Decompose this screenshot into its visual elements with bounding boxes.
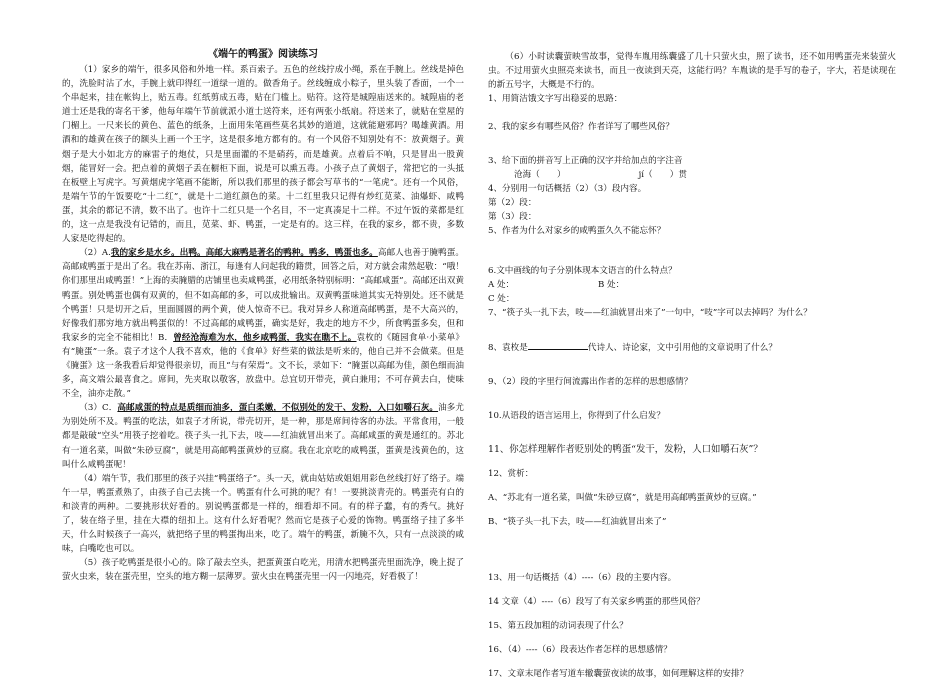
label-b: B． <box>158 332 174 343</box>
underlined-sentence-b: 曾经沧海难为水，他乡咸鸭蛋，我实在瞧不上。 <box>173 332 357 343</box>
question-3-items: 沧海（ ） jí（ ）贯 <box>514 170 687 181</box>
label-c: （3）C． <box>79 403 118 414</box>
fill-blank[interactable] <box>528 340 588 350</box>
question-12-a: A、“苏北有一道名菜，叫做“朱砂豆腐”，就是用高邮鸭蛋黄炒的豆腐。” <box>488 493 757 504</box>
question-1: 1、用简洁饿文字写出稳妥的思路： <box>488 94 623 105</box>
question-11: 11、你怎样理解作者贬别处的鸭蛋“发干，发粉，人口如嚼石灰”？ <box>488 444 763 456</box>
paragraph-5: （5）孩子吃鸭蛋是很小心的。除了敲去空头，把蛋黄蛋白吃光，用清水把鸭蛋壳里面洗净，晚上捉了萤火虫来，装在蛋壳里，空头的地方糊一层薄罗。萤火虫在鸭蛋壳里一闪一闪地亮，好看极了！ <box>62 558 464 583</box>
question-6-ab <box>488 278 896 292</box>
question-9: 9、（2）段的字里行间流露出作者的怎样的思想感情？ <box>488 377 693 388</box>
paragraph-2-rest: 袁枚的《随园食单·小菜单》有“腌蛋”一条。袁子才这个人我不喜欢，他的《食单》好些菜的做法是听来的，他自己并不会做菜。但是《腌蛋》这一条我看后却觉得很亲切，而且“与有荣焉”。文不长，录如下：“腌蛋以高邮为佳，颜色细而油多，高文端公最喜食之。席间，先夹取以敬客，放盘中。总宜切开带壳，黄白兼用；不可存黄去白，使味不全，油亦走散。” <box>62 332 464 400</box>
question-8-end: 代诗人、诗论家，文中引用他的文章说明了什么？ <box>587 343 777 354</box>
question-2: 2、我的家乡有哪些风俗？作者详写了哪些风俗？ <box>488 122 674 133</box>
questions-column <box>488 50 896 681</box>
paragraph-2 <box>62 246 464 401</box>
answer-b: B 处： <box>598 280 625 291</box>
answer-c: C 处： <box>488 294 515 305</box>
paragraph-4: （4）端午节，我们那里的孩子兴挂“鸭蛋络子”。头一天，就由姑姑或姐姐用彩色丝线打好了络子。端午一早，鸭蛋煮熟了，由孩子自己去挑一个。鸭蛋有什么可挑的呢？有！一要挑淡青壳的。鸭蛋壳有白的和淡青的两种。二要挑形状好看的。别说鸭蛋都是一样的，细看却不同。有的样子蠢，有的秀气。挑好了，装在络子里，挂在大襟的纽扣上。这有什么好看呢？然而它是孩子心爱的饰物。鸭蛋络子挂了多半天，什么时候孩子一高兴，就把络子里的鸭蛋掏出来，吃了。端午的鸭蛋，新腌不久，只有一点淡淡的咸味，白嘴吃也可以。 <box>62 473 464 555</box>
question-3: 3、给下面的拼音写上正确的汉字并给加点的字注音 <box>488 156 683 167</box>
question-7: 7、“筷子头一扎下去，吱——红油就冒出来了”一句中，“吱”字可以去掉吗？为什么？ <box>488 308 812 319</box>
paragraph-1: （1）家乡的端午，很多风俗和外地一样。系百索子。五色的丝线拧成小绳，系在手腕上。丝线是掉色的，洗脸时沾了水，手腕上就印得红一道绿一道的。做香角子。丝线缠成小粽子，里头装了香面，一个一个串起来，挂在帐钩上，贴五毒。红纸剪成五毒，贴在门槛上。贴符。这符是城隍庙送来的。城隍庙的老道士还是我的寄名干爹，他每年端午节前就派小道士送符来，还有两张小纸扇。符送来了，就贴在堂屋的门楣上。一尺来长的黄色、蓝色的纸条，上面用朱笔画些莫名其妙的道道，这就能避邪吗？喝雄黄酒。用酒和的雄黄在孩子的额头上画一个王字，这是很多地方都有的。有一个风俗不知别处有不：放黄烟子。黄烟子是大小如北方的麻雷子的炮仗，只是里面灌的不是硝药，而是雄黄。点着后不响，只是冒出一股黄烟，能冒好一会。把点着的黄烟子丢在橱柜下面，说是可以熏五毒。小孩子点了黄烟子，常把它的一头抵在板壁上写虎字。写黄烟虎字笔画不能断，所以我们那里的孩子都会写草书的“一笔虎”。还有一个风俗，是端午节的午饭要吃“十二红”，就是十二道红颜色的菜。十二红里我只记得有炒红苋菜、油爆虾、咸鸭蛋，其余的都记不清，数不出了。也许十二红只是一个名目，不一定真凑足十二样。不过午饭的菜都是红的，这一点是我没有记错的，而且，苋菜、虾、鸭蛋，一定是有的。这三样，在我的家乡，都不贵，多数人家是吃得起的。 <box>62 65 464 245</box>
question-12: 12、赏析： <box>488 469 534 480</box>
question-4-part-2: 第（2）段： <box>488 198 537 209</box>
question-16: 16、（4）----（6）段表达作者怎样的思想感情？ <box>488 645 672 656</box>
question-10: 10.从语段的语言运用上，你得到了什么启发？ <box>488 411 665 422</box>
question-6: 6.文中画线的句子分别体现本文语言的什么特点？ <box>488 266 677 277</box>
question-15: 15、第五段加粗的动词表现了什么？ <box>488 621 628 632</box>
underlined-sentence-a: 我的家乡是水乡。出鸭。高邮大麻鸭是著名的鸭种。鸭多，鸭蛋也多。 <box>110 248 378 259</box>
answer-a: A 处： <box>488 280 515 291</box>
paragraph-2-text: 高邮人也善于腌鸭蛋。高邮咸鸭蛋于是出了名。我在苏南、浙江，每逢有人问起我的籍贯，回答之后，对方就会肃然起敬：“哦！你们那里出咸鸭蛋！”上海的卖腌腊的店铺里也卖咸鸭蛋，必用纸条特别标明：“高邮咸蛋”。高邮还出双黄鸭蛋。别处鸭蛋也偶有双黄的，但不如高邮的多，可以成批输出。双黄鸭蛋味道其实无特别处。还不就是个鸭蛋！只是切开之后，里面圆圆的两个黄，使人惊奇不已。我对异乡人称道高邮鸭蛋，是不大高兴的，好像我们那穷地方就出鸭蛋似的！不过高邮的咸鸭蛋，确实是好，我走的地方不少，所食鸭蛋多矣，但和我家乡的完全不能相比！ <box>62 248 464 343</box>
question-4-part-3: 第（3）段： <box>488 212 537 223</box>
paragraph-6: （6）小时读囊萤映雪故事，觉得车胤用练囊盛了几十只萤火虫，照了读书，还不如用鸭蛋壳来装萤火虫。不过用萤火虫照亮来读书，而且一夜读到天亮，这能行吗？车胤读的是手写的卷子，字大，若是读现在的新五号字，大概是不行的。 <box>488 52 896 91</box>
question-12-b: B、“筷子头一扎下去，吱——红油就冒出来了” <box>488 517 667 528</box>
worksheet-title: 《端午的鸭蛋》阅读练习 <box>208 49 318 60</box>
question-5: 5、作者为什么对家乡的咸鸭蛋久久不能忘怀？ <box>488 226 666 237</box>
reading-passage <box>62 48 464 584</box>
label-a: （2）A. <box>79 248 111 259</box>
question-4: 4、分别用一句话概括（2）（3）段内容。 <box>488 184 647 195</box>
question-8 <box>488 340 896 355</box>
question-17: 17、文章末尾作者写道车辙囊萤夜读的故事，如何理解这样的安排？ <box>488 669 749 680</box>
paragraph-3 <box>62 401 464 471</box>
underlined-sentence-c: 高邮咸蛋的特点是质细而油多，蛋白柔嫩，不似别处的发干、发粉，入口如嚼石灰。 <box>117 403 439 414</box>
question-8-start: 8、袁枚是 <box>488 343 528 354</box>
paragraph-3-text: 油多尤为别处所不及。鸭蛋的吃法，如袁子才所说，带壳切开，是一种，那是席间待客的办法。平常食用，一般都是敲破“空头”用筷子挖着吃。筷子头一扎下去，吱——红油就冒出来了。高邮咸蛋的黄是通红的。苏北有一道名菜，叫做“朱砂豆腐”，就是用高邮鸭蛋黄炒的豆腐。我在北京吃的咸鸭蛋，蛋黄是浅黄色的，这叫什么咸鸭蛋呢！ <box>62 403 464 470</box>
question-14: 14 文章（4）----（6）段写了有关家乡鸭蛋的那些风俗？ <box>488 597 705 608</box>
question-13: 13、用一句话概括（4）----（6）段的主要内容。 <box>488 573 677 584</box>
